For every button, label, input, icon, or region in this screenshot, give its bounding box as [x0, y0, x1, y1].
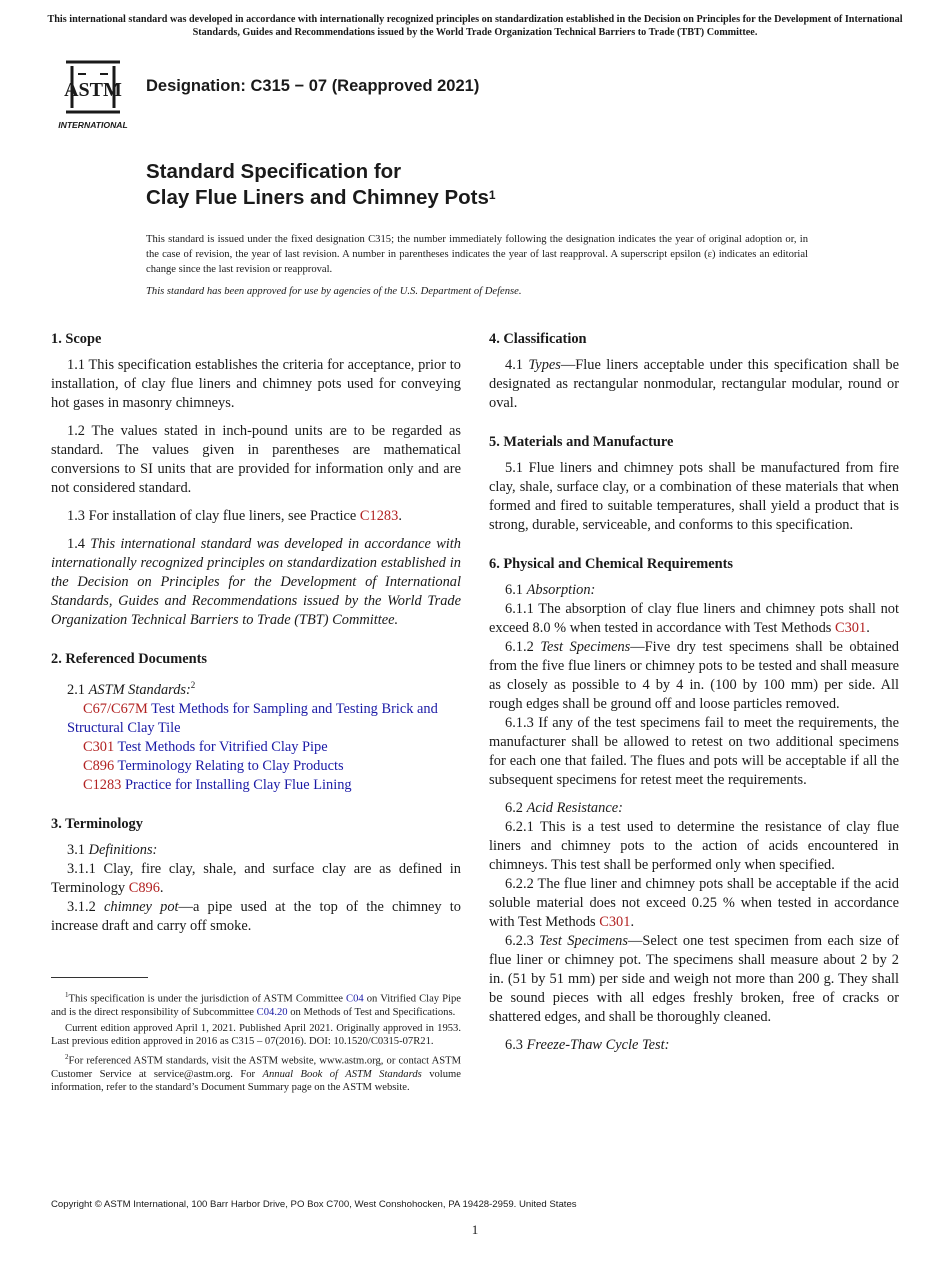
ref-link-c896[interactable]: C896 — [128, 879, 160, 896]
paragraph: 6.1.3 If any of the test specimens fail to meet the requirements, the manufacturer shall be allowed to retest on two additional specimens for each one that failed. The flues and pots will be acceptable if all the subsequent specimens for retest meet the requirements. — [489, 715, 899, 788]
paragraph: 5.1 Flue liners and chimney pots shall be manufactured from fire clay, shale, surface clay, or a combination of these materials that when formed and fired to suitable temperatures, shall yield a product that is strong, durable, serviceable, and conforms to this specification. — [489, 460, 899, 533]
title-line-2: Clay Flue Liners and Chimney Pots$^1$ — [146, 186, 496, 209]
right-column — [489, 330, 899, 1075]
paragraph: 1.1 This specification establishes the criteria for acceptance, prior to installation, of clay flue liners and chimney pots used for conveying hot gases in masonry chimneys. — [51, 357, 461, 411]
paragraph: 1.4 This international standard was developed in accordance with internationally recognized principles on standardization established in the Decision on Principles for the Development of International Standards, Guides and Recommendations issued by the World Trade Organization Technical Barriers to Trade (TBT) Committee. — [51, 536, 461, 628]
footnote-edition: Current edition approved April 1, 2021. Published April 2021. Originally approved in 1953. Last previous edition approved in 2016 as C315 – 07(2016). DOI: 10.1520/C0315-07R21. — [51, 1022, 461, 1048]
paragraph: 4.1 Types—Flue liners acceptable under this specification shall be designated as rectangular nonmodular, rectangular modular, round or oval. — [489, 357, 899, 411]
section-heading: 1. Scope — [51, 331, 102, 347]
subcommittee-link[interactable]: C04.20 — [256, 1007, 288, 1019]
footnote-1: $^1$This specification is under the jurisdiction of ASTM Committee C04 on Vitrified Clay Pipe and is the direct responsibility of Subcommittee C04.20 on Methods of Test and Specifications. — [51, 991, 461, 1019]
paragraph: 6.3 Freeze-Thaw Cycle Test: — [505, 1037, 670, 1053]
paragraph: 6.2.3 Test Specimens—Select one test specimen from each size of flue liner or chimney pot. The specimens shall measure about 2 by 2 in. (51 by 51 mm) per side and weigh not more than 200 g. They shall be sound pieces with all edges freshly broken, free of cracks or shattered edges, and shall be thoroughly cleaned. — [489, 933, 899, 1025]
left-column — [51, 330, 461, 956]
document-title — [146, 159, 496, 211]
paragraph: 1.3 For installation of clay flue liners, see Practice C1283. — [67, 508, 402, 524]
ref-title[interactable]: Test Methods for Sampling and Testing Brick and Structural Clay Tile — [67, 700, 438, 736]
section-heading: 6. Physical and Chemical Requirements — [489, 556, 733, 572]
reference-item[interactable] — [51, 738, 461, 757]
paragraph: 6.2.2 The flue liner and chimney pots shall be acceptable if the acid soluble material does not exceed 0.25 % when tested in accordance with Test Methods C301. — [489, 876, 899, 930]
reference-item[interactable] — [51, 700, 461, 738]
section-heading: 3. Terminology — [51, 815, 143, 832]
ref-code[interactable]: C301 — [83, 738, 115, 755]
section-terminology — [51, 815, 461, 936]
copyright: Copyright © ASTM International, 100 Barr Harbor Drive, PO Box C700, West Conshohocken, PA 19428-2959. United States — [51, 1199, 577, 1210]
reference-item[interactable] — [51, 757, 461, 776]
paragraph: 6.1.2 Test Specimens—Five dry test specimens shall be obtained from the five flue liners or chimney pots to be tested and shall measure as closely as possible to 4 by 4 in. (100 by 100 mm) per side. All rough edges shall be ground off and loose particles removed. — [489, 639, 899, 712]
footnote-2: $^2$For referenced ASTM standards, visit the ASTM website, www.astm.org, or contact ASTM Customer Service at service@astm.org. For Annual Book of ASTM Standards volume information, refer to the standard’s Document Summary page on the ASTM website. — [51, 1052, 461, 1094]
ref-link-c301[interactable]: C301 — [835, 620, 867, 636]
paragraph: 6.2 Acid Resistance: — [505, 800, 623, 816]
tbt-notice: This international standard was developed in accordance with internationally recognized principles on standardization established in the Decision on Principles for the Development of International Standards, Guides and Recommendations issued by the World Trade Organization Technical Barriers to Trade (TBT) Committee. — [47, 14, 903, 38]
paragraph: 6.1 Absorption: — [505, 582, 596, 598]
astm-logo — [52, 56, 134, 132]
paragraph: 3.1.2 chimney pot—a pipe used at the top of the chimney to increase draft and carry off smoke. — [51, 898, 461, 934]
footnote-divider — [51, 977, 148, 978]
section-requirements — [489, 555, 899, 1055]
reference-item[interactable] — [51, 776, 461, 795]
issuance-statement: This standard is issued under the fixed designation C315; the number immediately following the designation indicates the year of original adoption or, in the case of revision, the year of last revision. A number in parentheses indicates the year of last reapproval. A superscript epsilon (ε) indicates an editorial change since the last revision or reapproval. — [146, 234, 808, 275]
section-referenced-documents — [51, 650, 461, 795]
designation: Designation: C315 − 07 (Reapproved 2021) — [146, 77, 480, 95]
logo-international: INTERNATIONAL — [58, 120, 128, 130]
ref-link-c301[interactable]: C301 — [599, 914, 631, 930]
ref-code[interactable]: C67/C67M — [83, 700, 148, 717]
section-heading: 5. Materials and Manufacture — [489, 434, 674, 450]
section-heading: 4. Classification — [489, 331, 587, 347]
ref-title[interactable]: Terminology Relating to Clay Products — [117, 757, 344, 774]
dod-approval: This standard has been approved for use by agencies of the U.S. Department of Defense. — [146, 286, 522, 297]
title-line-1: Standard Specification for — [146, 160, 402, 183]
paragraph: 3.1.1 Clay, fire clay, shale, and surface clay are as defined in Terminology C896. — [51, 860, 461, 896]
paragraph: 6.2.1 This is a test used to determine the resistance of clay flue liners and chimney pots to the action of acids encountered in chimneys. This test shall be performed only when specified. — [489, 819, 899, 873]
page-number: 1 — [471, 1222, 479, 1237]
ref-code[interactable]: C896 — [83, 757, 115, 774]
footnote-mark: 2 — [190, 680, 196, 690]
committee-link[interactable]: C04 — [346, 993, 364, 1005]
section-heading: 2. Referenced Documents — [51, 651, 207, 667]
paragraph: 3.1 Definitions: — [67, 841, 158, 858]
paragraph: 6.1.1 The absorption of clay flue liners and chimney pots shall not exceed 8.0 % when tested in accordance with Test Methods C301. — [489, 601, 899, 636]
paragraph: 1.2 The values stated in inch-pound units are to be regarded as standard. The values given in parentheses are mathematical conversions to SI units that are provided for information only and are not considered standard. — [51, 423, 461, 496]
paragraph: 2.1 ASTM Standards:$^2$ — [67, 680, 196, 698]
footnotes — [51, 989, 461, 1097]
title-footnote-mark: 1 — [488, 188, 496, 202]
section-scope — [51, 330, 461, 630]
logo-letters: ASTM — [64, 79, 122, 101]
ref-title[interactable]: Practice for Installing Clay Flue Lining — [125, 776, 352, 793]
section-materials — [489, 433, 899, 535]
ref-link-c1283[interactable]: C1283 — [359, 508, 399, 524]
section-classification — [489, 330, 899, 413]
ref-title[interactable]: Test Methods for Vitrified Clay Pipe — [117, 738, 328, 755]
ref-code[interactable]: C1283 — [83, 776, 122, 793]
